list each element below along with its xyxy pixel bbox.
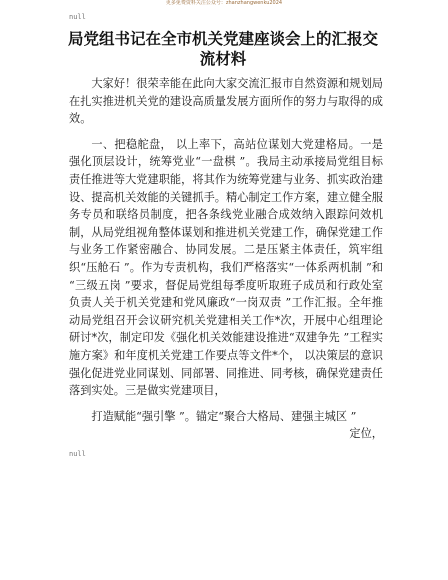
continuation-text-end: 定位， bbox=[349, 427, 383, 441]
section-one-continuation bbox=[69, 408, 383, 443]
document-title: 局党组书记在全市机关党建座谈会上的汇报交流材料 bbox=[67, 30, 378, 68]
page-marker-top: null bbox=[69, 13, 86, 21]
page-marker-bottom: null bbox=[69, 450, 86, 458]
intro-paragraph: 大家好！很荣幸能在此向大家交流汇报市自然资源和规划局在扎实推进机关党的建设高质量发展方面所作的努力与取得的成效。 bbox=[69, 77, 383, 126]
top-banner: 更多免费资料关注公众号：zhanzhangwenku2024 bbox=[165, 0, 283, 6]
document-body bbox=[69, 75, 383, 443]
continuation-text: 打造赋能“强引擎 ”。锚定“聚合大格局、建强主城区 ” bbox=[91, 409, 357, 423]
section-one-paragraph: 一、把稳舵盘， 以上率下，高站位谋划大党建格局。一是强化顶层设计，统筹党业“一盘棋 ”。我局主动承接局党组目标责任推进等大党建职能，将其作为统筹党建与业务、抓实政治建设、提高机关效能的关键抓手。精心制定工作方案，建立健全服务专员和联络员制度，把各条线党业融合成效纳入跟踪问效机制，从局党组视角整体谋划和推进机关党建工作，确保党建工作与业务工作紧密融合、协同发展。二是压紧主体责任，筑牢组织“压舱石 ”。作为专责机构，我们严格落实“一体系两机制 ”和 “三级五岗 ”要求，督促局党组每季度听取班子成员和行政处室负责人关于机关党建和党风廉政“一岗双责 ”工作汇报。全年推动局党组召开会议研究机关党建相关工作*次，开展中心组理论研讨*次，制定印发《强化机关效能建设推进“双建争先 ”工程实施方案》和年度机关党建工作要点等文件*个， 以决策层的意识强化促进党业同谋划、同部署、同推进、同考核，确保党建责任落到实处。三是做实党建项目， bbox=[69, 137, 383, 398]
